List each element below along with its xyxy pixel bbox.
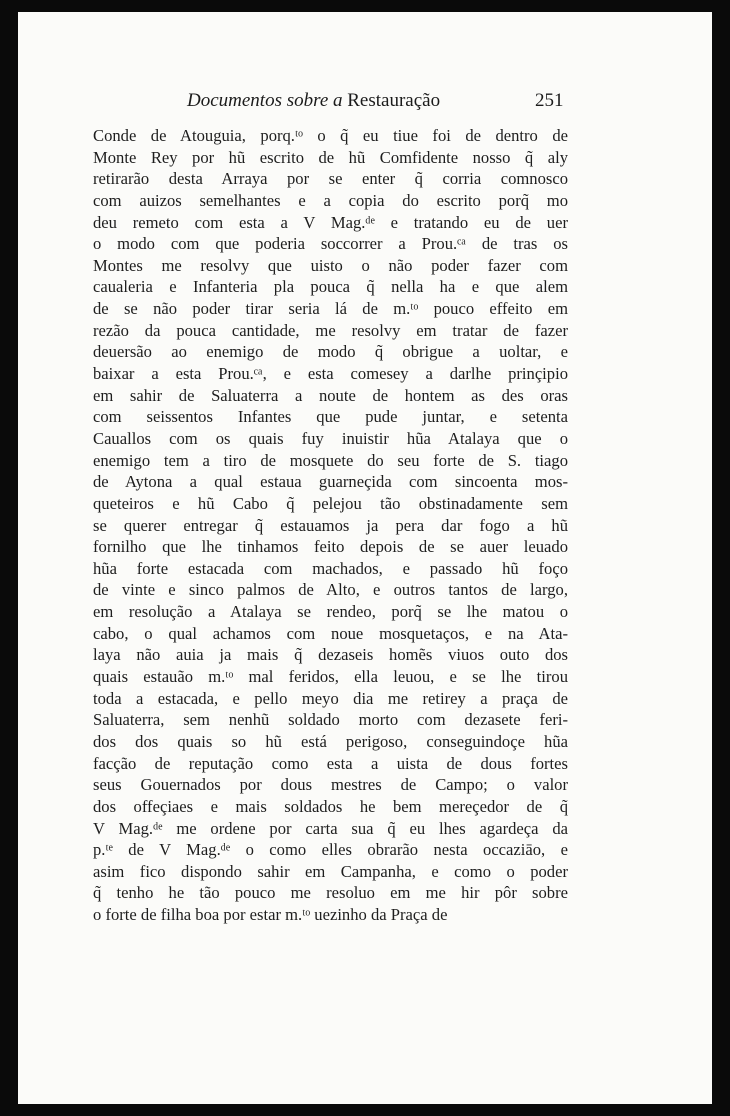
text-line: de Aytona a qual estaua guarneçida com sincoenta mos-: [93, 472, 568, 492]
text-line: o forte de filha boa por estar m.ᵗᵒ uezinho da Praça de: [93, 905, 448, 925]
body-text: [93, 125, 568, 926]
text-line: laya não auia ja mais q̃ dezaseis homẽs viuos outo dos: [93, 645, 568, 665]
text-line: de vinte e sinco palmos de Alto, e outros tantos de largo,: [93, 580, 568, 600]
text-line: dos offeçiaes e mais soldados he bem mereçedor de q̃: [93, 796, 568, 816]
text-line: hũa forte estacada com machados, e passado hũ foço: [93, 558, 568, 578]
text-line: fornilho que lhe tinhamos feito depois de se auer leuado: [93, 537, 568, 557]
text-line: toda a estacada, e pello meyo dia me retirey a praça de: [93, 688, 568, 708]
text-line: asim fico dispondo sahir em Campanha, e como o poder: [93, 861, 568, 881]
text-line: em sahir de Saluaterra a noute de hontem as des oras: [93, 385, 568, 405]
text-line: se querer entregar q̃ estauamos ja pera dar fogo a hũ: [93, 515, 568, 535]
text-line: facção de reputação como esta a uista de dous fortes: [93, 753, 568, 773]
text-line: Saluaterra, sem nenhũ soldado morto com dezasete feri-: [93, 710, 568, 730]
text-line: enemigo tem a tiro de mosquete do seu forte de S. tiago: [93, 450, 568, 470]
text-line: com seissentos Infantes que pude juntar, e setenta: [93, 407, 568, 427]
text-line: baixar a esta Prou.ᶜᵃ, e esta comesey a darlhe prinçipio: [93, 364, 568, 384]
running-title: [187, 90, 440, 112]
text-line: Montes me resolvy que uisto o não poder fazer com: [93, 255, 568, 275]
running-title-italic: Documentos sobre a: [187, 90, 343, 111]
text-line: o modo com que poderia soccorrer a Prou.ᶜᵃ de tras os: [93, 234, 568, 254]
text-line: retirarão desta Arraya por se enter q̃ corria comnosco: [93, 169, 568, 189]
running-header: [18, 82, 712, 112]
text-line: q̃ tenho he tão pouco me resoluo em me hir pôr sobre: [93, 883, 568, 903]
text-line: Conde de Atouguia, porq.ᵗᵒ o q̃ eu tiue foi de dentro de: [93, 126, 568, 145]
text-line: com auizos semelhantes e a copia do escrito porq̃ mo: [93, 190, 568, 210]
text-line: dos dos quais so hũ está perigoso, conseguindoçe hũa: [93, 731, 568, 751]
book-page: [18, 12, 712, 1104]
text-line: deu remeto com esta a V Mag.ᵈᵉ e tratando eu de uer: [93, 212, 568, 232]
text-line: caualeria e Infanteria pla pouca q̃ nella ha e que alem: [93, 277, 568, 297]
text-line: deuersão ao enemigo de modo q̃ obrigue a uoltar, e: [93, 342, 568, 362]
text-line: Cauallos com os quais fuy inuistir hũa Atalaya que o: [93, 428, 568, 448]
text-line: rezão da pouca cantidade, me resolvy em tratar de fazer: [93, 320, 568, 340]
text-line: p.ᵗᵉ de V Mag.ᵈᵉ o como elles obrarão nesta occaziāo, e: [93, 840, 568, 860]
text-line: cabo, o qual achamos com noue mosquetaços, e na Ata-: [93, 623, 568, 643]
text-line: Monte Rey por hũ escrito de hũ Comfidente nosso q̃ aly: [93, 147, 568, 167]
text-line: em resolução a Atalaya se rendeo, porq̃ se lhe matou o: [93, 602, 568, 622]
running-title-roman: Restauração: [347, 90, 441, 111]
text-line: seus Gouernados por dous mestres de Campo; o valor: [93, 775, 568, 795]
text-line: V Mag.ᵈᵉ me ordene por carta sua q̃ eu lhes agardeça da: [93, 818, 568, 838]
text-line: de se não poder tirar seria lá de m.ᵗᵒ pouco effeito em: [93, 299, 568, 319]
page-number: 251: [535, 90, 564, 111]
text-line: quais estauão m.ᵗᵒ mal feridos, ella leuou, e se lhe tirou: [93, 667, 568, 687]
text-line: queteiros e hũ Cabo q̃ pelejou tão obstinadamente sem: [93, 493, 568, 513]
